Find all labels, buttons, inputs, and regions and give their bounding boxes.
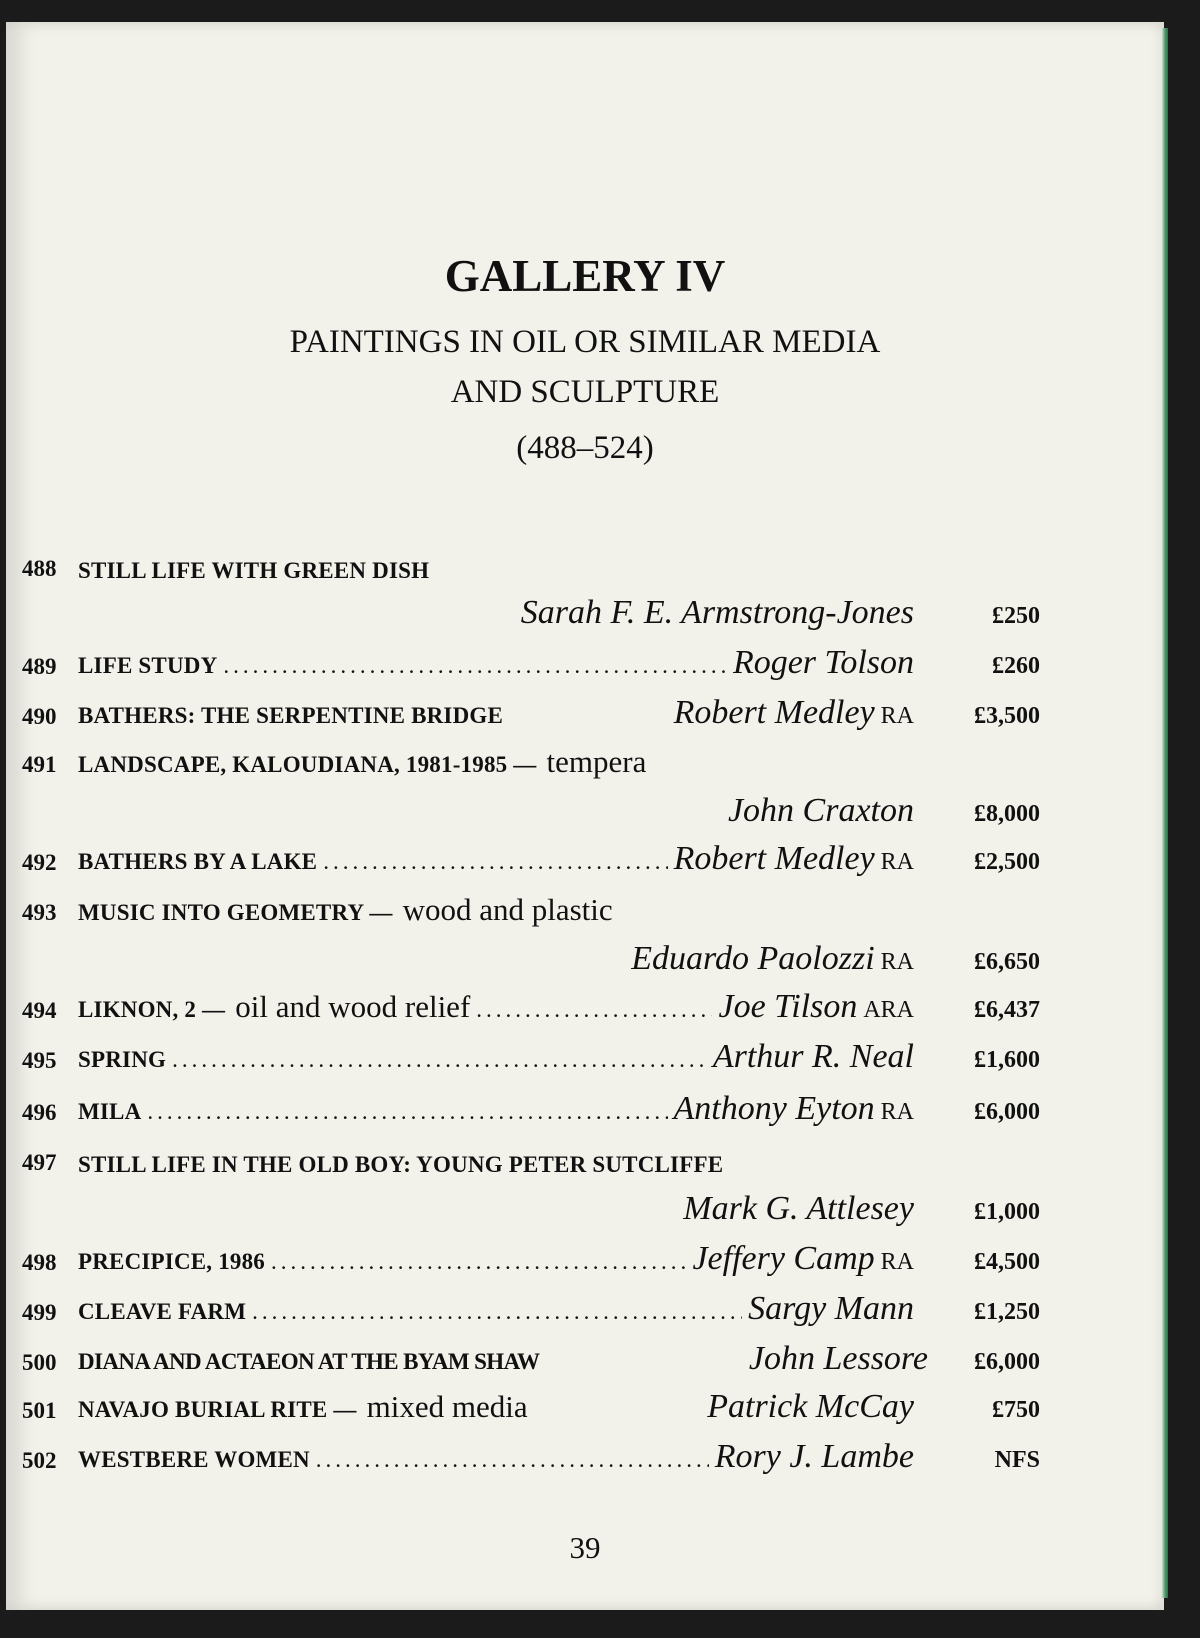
catalogue-entry-497-artist-line	[6, 1190, 1164, 1234]
entry-number: 490	[22, 704, 57, 729]
entry-artist: Roger Tolson	[732, 644, 914, 681]
dot-leader	[476, 997, 712, 1023]
entry-medium: wood and plastic	[402, 892, 613, 927]
entry-artist: Arthur R. Neal	[712, 1038, 914, 1075]
entry-artist: Jeffery Camp	[692, 1240, 875, 1277]
entry-title: BATHERS: THE SERPENTINE BRIDGE	[78, 703, 504, 728]
entry-number: 489	[22, 654, 57, 679]
catalogue-entry-502	[6, 1438, 1164, 1482]
dot-leader	[252, 1299, 742, 1325]
catalogue-entry-488-artist-line	[6, 594, 1164, 638]
entry-price: £260	[992, 653, 1040, 679]
entry-artist: Sarah F. E. Armstrong-Jones	[520, 594, 914, 631]
catalogue-entry-496	[6, 1090, 1164, 1134]
book-page-edge	[1162, 28, 1168, 1598]
page-number: 39	[569, 1530, 601, 1565]
catalogue-entry-501	[6, 1388, 1164, 1432]
dot-leader	[271, 1249, 686, 1275]
academy-suffix: RA	[880, 949, 914, 975]
entry-price: £750	[992, 1397, 1040, 1423]
entry-medium: mixed media	[366, 1389, 528, 1424]
entry-number: 498	[22, 1250, 57, 1275]
entry-artist: Anthony Eyton	[673, 1090, 875, 1127]
entry-artist: Patrick McCay	[707, 1388, 914, 1425]
entry-title: SPRING	[78, 1047, 167, 1072]
section-subtitle-line2: AND SCULPTURE	[450, 374, 720, 410]
entry-title: PRECIPICE, 1986	[78, 1249, 266, 1274]
entry-title: LANDSCAPE, KALOUDIANA, 1981-1985 —	[78, 752, 537, 777]
entry-price: £6,000	[974, 1349, 1040, 1375]
catalogue-entry-495	[6, 1038, 1164, 1082]
section-subtitle-line1: PAINTINGS IN OIL OR SIMILAR MEDIA	[289, 324, 881, 360]
entry-number: 488	[22, 556, 57, 581]
entry-title: CLEAVE FARM	[78, 1299, 247, 1324]
entry-title: DIANA AND ACTAEON AT THE BYAM SHAW	[78, 1349, 540, 1374]
entry-title: MILA	[78, 1099, 142, 1124]
catalogue-entry-493-artist-line	[6, 940, 1164, 984]
entry-title: STILL LIFE WITH GREEN DISH	[78, 558, 430, 583]
dot-leader	[316, 1447, 709, 1473]
catalogue-entry-494	[6, 988, 1164, 1032]
dot-leader	[323, 849, 667, 875]
entry-price: £6,437	[974, 997, 1040, 1023]
dot-leader	[147, 1099, 667, 1125]
entry-artist: Robert Medley	[673, 840, 875, 877]
entry-title: STILL LIFE IN THE OLD BOY: YOUNG PETER SUTCLIFFE	[78, 1152, 724, 1177]
entry-number: 499	[22, 1300, 57, 1325]
catalogue-entry-490	[6, 694, 1164, 738]
dot-leader	[172, 1047, 707, 1073]
entry-artist: John Craxton	[727, 792, 914, 829]
catalogue-entry-489	[6, 644, 1164, 688]
entry-price: £3,500	[974, 703, 1040, 729]
catalogue-entry-498	[6, 1240, 1164, 1284]
entry-number: 497	[22, 1150, 57, 1175]
entry-number: 493	[22, 900, 57, 925]
entry-artist-name: Eduardo Paolozzi	[631, 940, 875, 977]
catalogue-page	[6, 22, 1164, 1610]
gallery-title: GALLERY IV	[444, 251, 726, 301]
entry-medium: oil and wood relief	[235, 989, 471, 1024]
entry-price: £1,600	[974, 1047, 1040, 1073]
entry-number: 501	[22, 1398, 57, 1423]
entry-title: LIKNON, 2 —	[78, 997, 226, 1022]
entry-price: £4,500	[974, 1249, 1040, 1275]
entry-title: WESTBERE WOMEN	[78, 1447, 310, 1472]
entry-price: £6,000	[974, 1099, 1040, 1125]
entry-artist: Joe Tilson	[718, 988, 858, 1025]
entry-number: 500	[22, 1350, 57, 1375]
entry-artist	[631, 940, 914, 978]
entry-price: £250	[992, 603, 1040, 629]
academy-suffix: ARA	[863, 997, 914, 1023]
entry-number: 496	[22, 1100, 57, 1125]
entry-artist: Sargy Mann	[748, 1290, 914, 1327]
dot-leader	[223, 653, 727, 679]
entry-medium: tempera	[546, 744, 647, 779]
entry-number: 491	[22, 752, 57, 777]
catalogue-entry-491	[6, 746, 1164, 786]
catalogue-entry-491-artist-line	[6, 792, 1164, 836]
catalogue-entry-500	[6, 1340, 1164, 1384]
academy-suffix: RA	[880, 1249, 914, 1275]
entry-title: NAVAJO BURIAL RITE —	[78, 1397, 357, 1422]
entry-number: 502	[22, 1448, 57, 1473]
entry-price: £2,500	[974, 849, 1040, 875]
catalogue-entry-492	[6, 840, 1164, 884]
entry-price: £8,000	[974, 801, 1040, 827]
entry-price: NFS	[994, 1447, 1040, 1473]
academy-suffix: RA	[880, 703, 914, 729]
entry-number: 495	[22, 1048, 57, 1073]
entry-artist: Rory J. Lambe	[714, 1438, 914, 1475]
entry-artist: John Lessore	[748, 1340, 928, 1377]
entry-title: MUSIC INTO GEOMETRY —	[78, 900, 393, 925]
entry-artist: Mark G. Attlesey	[683, 1190, 914, 1227]
catalogue-entry-493	[6, 894, 1164, 934]
entry-price: £1,250	[974, 1299, 1040, 1325]
entry-artist: Robert Medley	[673, 694, 875, 731]
catalogue-entry-488	[6, 550, 1164, 590]
academy-suffix: RA	[880, 849, 914, 875]
entry-number: 494	[22, 998, 57, 1023]
entry-price: £6,650	[974, 949, 1040, 975]
entry-range: (488–524)	[516, 430, 654, 466]
entry-number: 492	[22, 850, 57, 875]
catalogue-entry-499	[6, 1290, 1164, 1334]
entry-price: £1,000	[974, 1199, 1040, 1225]
catalogue-entry-497	[6, 1144, 1164, 1184]
academy-suffix: RA	[880, 1099, 914, 1125]
entry-title: BATHERS BY A LAKE	[78, 849, 318, 874]
entry-title: LIFE STUDY	[78, 653, 218, 678]
